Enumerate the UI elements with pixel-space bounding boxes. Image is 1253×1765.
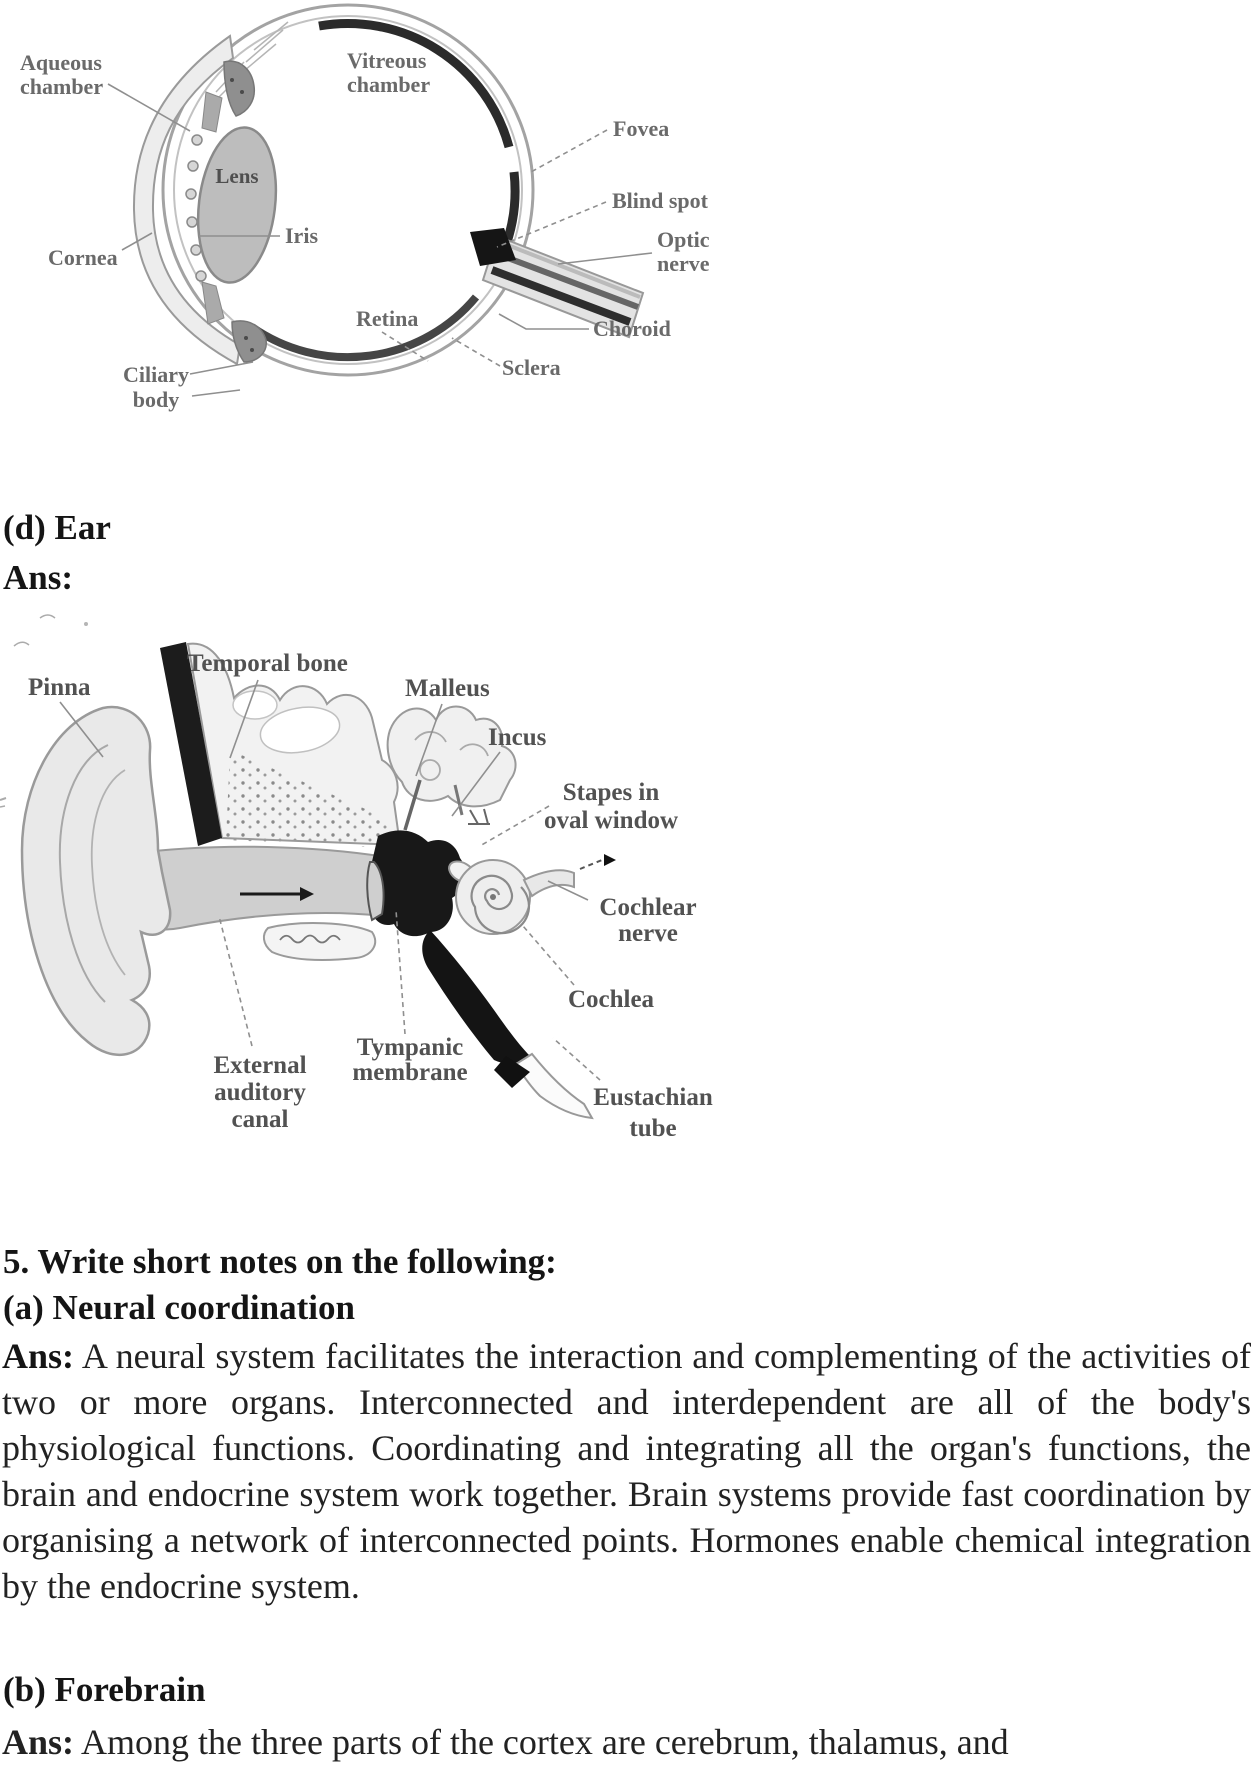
- blind-spot-label: Blind spot: [612, 188, 708, 213]
- fovea-label: Fovea: [613, 116, 670, 141]
- cochlea-label: Cochlea: [567, 986, 655, 1013]
- cochlea-leader-line: [523, 926, 574, 985]
- iris-label: Iris: [285, 223, 318, 248]
- ear-drawing: [0, 615, 616, 1118]
- external-auditory-canal-leader-line: [219, 916, 252, 1046]
- sclera-label: Sclera: [502, 355, 561, 380]
- ciliary-body-label: Ciliary body: [123, 362, 189, 412]
- ear-stapes: [468, 809, 490, 824]
- question5a-answer-paragraph: [2, 1333, 1251, 1609]
- eye-diagram: [0, 0, 730, 420]
- vitreous-chamber-label: Vitreous chamber: [347, 48, 431, 97]
- question5b-heading: (b) Forebrain: [3, 1670, 206, 1709]
- lens-label: Lens: [215, 164, 259, 188]
- retina-label: Retina: [356, 306, 419, 331]
- ear-bone-air-cell-small: [233, 691, 277, 719]
- eustachian-tube-label: Eustachian tube: [593, 1084, 713, 1142]
- question5-heading: 5. Write short notes on the following:: [3, 1242, 557, 1281]
- ciliary-body-leader-line: [190, 362, 253, 374]
- sclera-leader-line: [452, 338, 500, 366]
- question5b-answer-paragraph: [2, 1719, 1251, 1765]
- qb-answer-text: Among the three parts of the cortex are cerebrum, thalamus, and: [81, 1722, 1009, 1762]
- choroid-label: Choroid: [593, 316, 671, 341]
- temporal-bone-label: Temporal bone: [187, 650, 348, 677]
- external-auditory-canal-label: External auditory canal: [213, 1052, 307, 1133]
- qa-answer-text: A neural system facilitates the interaction and complementing of the activities of two or more organs. Interconnected and interdependent are all of the body's physiological functions. Coordinating and integrating all the organ's functions, the brain and endocrine system work together. Brain systems provide fast coordination by organising a network of interconnected points. Hormones enable chemical integration by the endocrine system.: [2, 1336, 1251, 1606]
- ear-eustachian-tube: [422, 930, 592, 1118]
- malleus-label: Malleus: [405, 675, 490, 702]
- ear-diagram: [0, 610, 740, 1175]
- ear-middle-ear-dark-mass: [370, 830, 466, 936]
- ciliary-body-leader-line: [192, 390, 240, 396]
- ear-ans-label: Ans:: [3, 558, 74, 597]
- stapes-in-oval-window-leader-line: [480, 806, 549, 846]
- qa-ans-label: Ans:: [2, 1336, 75, 1376]
- optic-nerve-leader-line: [558, 253, 652, 264]
- incus-label: Incus: [488, 724, 547, 751]
- ear-section-heading: (d) Ear: [3, 508, 111, 547]
- ear-cochlear-nerve-stub: [524, 870, 574, 896]
- optic-nerve-label: Optic nerve: [657, 227, 710, 276]
- cornea-label: Cornea: [48, 245, 118, 270]
- eustachian-tube-leader-line: [553, 1038, 600, 1080]
- aqueous-chamber-label: Aqueous chamber: [20, 50, 104, 99]
- tympanic-membrane-label: Tympanic membrane: [352, 1034, 468, 1086]
- fovea-leader-line: [531, 130, 607, 172]
- cochlear-nerve-label: Cochlear nerve: [599, 894, 697, 947]
- stapes-in-oval-window-label: Stapes in oval window: [543, 779, 679, 834]
- ear-canal-underside-bone: [264, 923, 375, 960]
- question5a-heading: (a) Neural coordination: [3, 1288, 355, 1327]
- ear-cochlea: [456, 860, 530, 934]
- ear-pointer-arrow: [580, 854, 616, 869]
- pinna-label: Pinna: [28, 674, 91, 701]
- ear-pinna: [22, 707, 170, 1055]
- qb-ans-label: Ans:: [2, 1722, 75, 1762]
